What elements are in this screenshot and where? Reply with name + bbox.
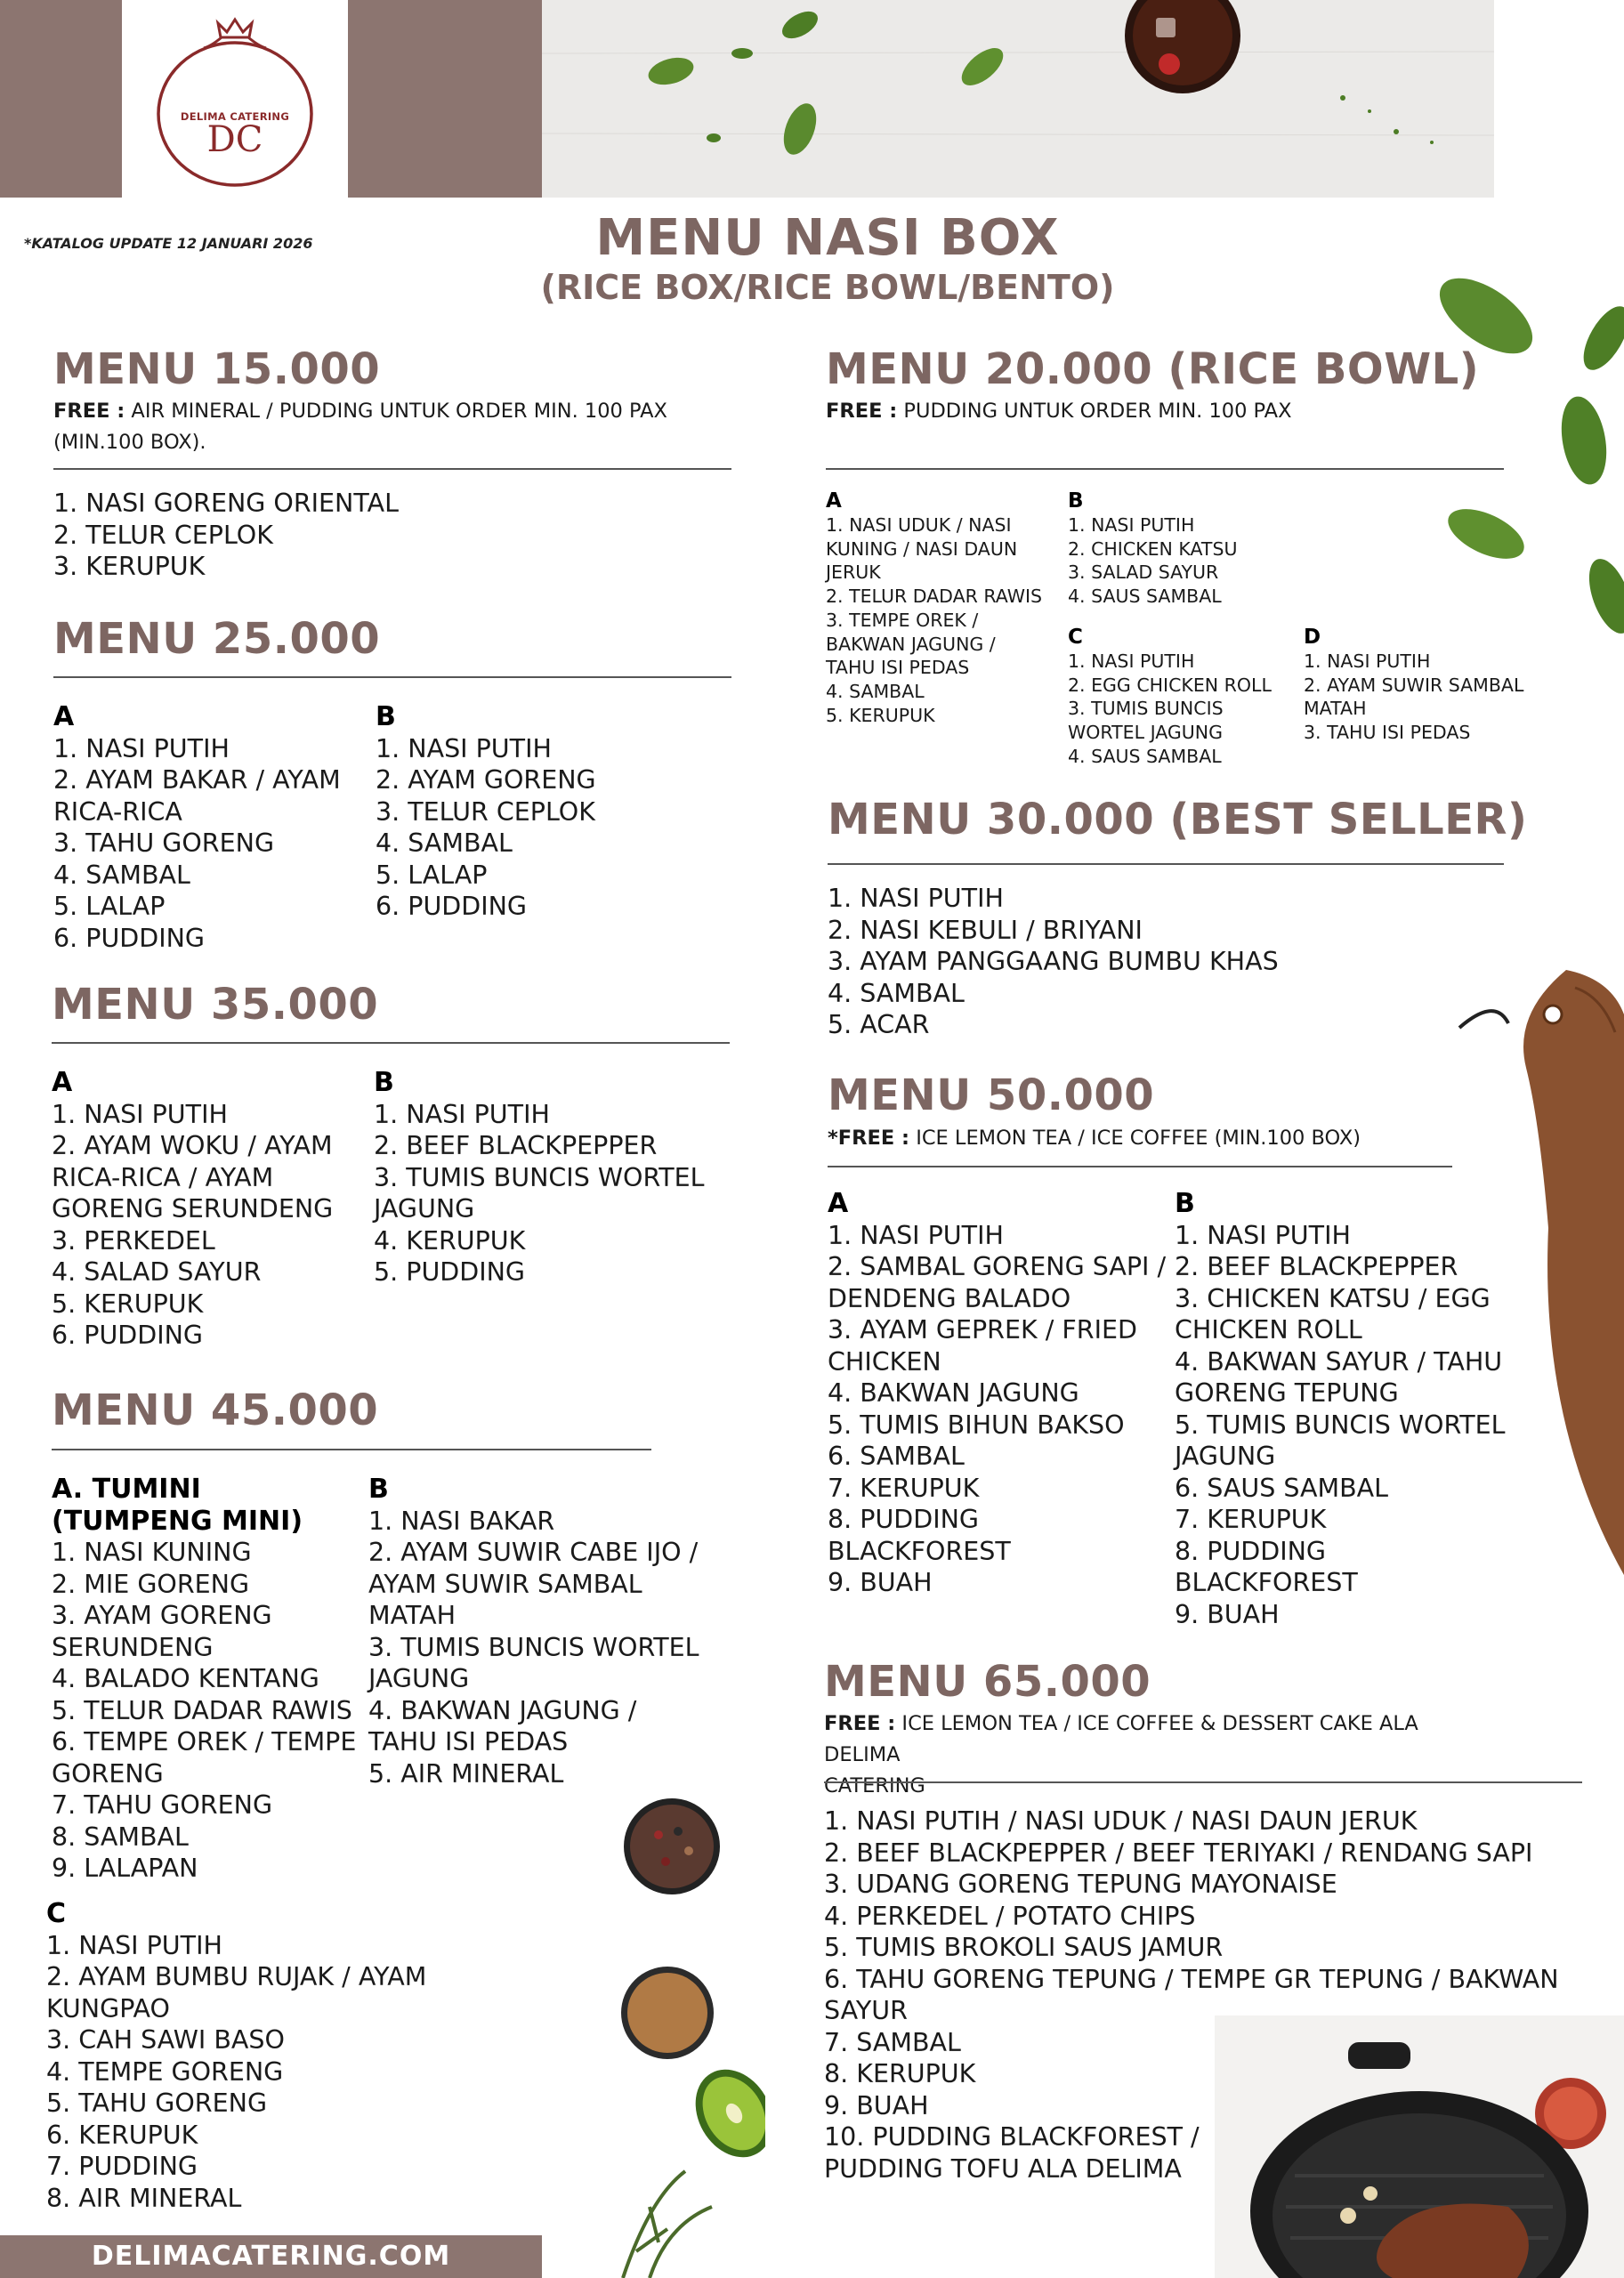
steak-skillet-art bbox=[1215, 2015, 1624, 2278]
list-item: GORENG SERUNDENG bbox=[52, 1194, 334, 1224]
list-item: 1. NASI PUTIH bbox=[828, 1220, 1004, 1250]
list-item: 6. PUDDING bbox=[53, 923, 205, 953]
header-band-left bbox=[0, 0, 122, 198]
list-item: 3. UDANG GORENG TEPUNG MAYONAISE bbox=[824, 1870, 1337, 1899]
option-heading: A bbox=[828, 1188, 849, 1219]
list-item: 4. SAMBAL bbox=[828, 978, 965, 1008]
logo-area bbox=[122, 0, 348, 198]
menu-65-free-text: ICE LEMON TEA / ICE COFFEE & DESSERT CAKE ALA DELIMA bbox=[824, 1712, 1418, 1766]
menu-45-option-b bbox=[368, 1474, 699, 1789]
list-item: 3. TUMIS BUNCIS WORTEL bbox=[374, 1162, 705, 1192]
basil-leaf-icon bbox=[1580, 553, 1624, 639]
list-item: 5. TUMIS BIHUN BAKSO bbox=[828, 1410, 1125, 1440]
option-heading: B bbox=[368, 1474, 389, 1505]
delima-logo bbox=[122, 0, 348, 198]
option-heading: B bbox=[1068, 489, 1084, 513]
list-item: RICA-RICA bbox=[53, 796, 182, 827]
list-item: 3. TELUR CEPLOK bbox=[376, 796, 595, 827]
list-item: 5. PUDDING bbox=[374, 1257, 525, 1287]
list-item: 2. AYAM SUWIR SAMBAL bbox=[1304, 674, 1524, 696]
list-item: MATAH bbox=[368, 1601, 456, 1630]
list-item: 1. NASI UDUK / NASI bbox=[826, 514, 1012, 536]
menu-30-title: MENU 30.000 (BEST SELLER) bbox=[828, 795, 1528, 844]
menu-50-divider bbox=[828, 1166, 1452, 1167]
list-item: 3. TUMIS BUNCIS WORTEL bbox=[368, 1632, 699, 1662]
menu-50-option-b bbox=[1175, 1188, 1506, 1630]
list-item: 1. NASI PUTIH / NASI UDUK / NASI DAUN JERUK bbox=[824, 1806, 1418, 1836]
list-item: 1. NASI PUTIH bbox=[374, 1099, 550, 1129]
list-item: 3. AYAM GEPREK / FRIED bbox=[828, 1315, 1137, 1345]
list-item: BLACKFOREST bbox=[1175, 1568, 1358, 1597]
list-item: 7. KERUPUK bbox=[1175, 1505, 1327, 1534]
menu-50-option-a bbox=[828, 1188, 1166, 1599]
list-item: 1. NASI PUTIH bbox=[1304, 650, 1431, 672]
basil-leaf-icon bbox=[731, 48, 753, 59]
list-item: 9. LALAPAN bbox=[52, 1854, 198, 1883]
menu-20-option-d bbox=[1304, 626, 1523, 745]
list-item: 2. BEEF BLACKPEPPER bbox=[1175, 1252, 1458, 1281]
list-item: 1. NASI PUTIH bbox=[1175, 1220, 1351, 1250]
option-heading: B bbox=[1175, 1188, 1195, 1219]
basil-leaf-icon bbox=[707, 133, 721, 142]
list-item: TAHU ISI PEDAS bbox=[826, 657, 970, 679]
menu-20-option-b bbox=[1068, 489, 1237, 609]
list-item: KUNING / NASI DAUN bbox=[826, 537, 1018, 560]
list-item: 2. AYAM SUWIR CABE IJO / bbox=[368, 1538, 699, 1567]
list-item: 2. TELUR CEPLOK bbox=[53, 520, 273, 550]
list-item: 10. PUDDING BLACKFOREST / bbox=[824, 2122, 1200, 2152]
menu-45-option-a bbox=[52, 1474, 356, 1885]
list-item: 5. ACAR bbox=[828, 1010, 930, 1039]
menu-45-divider bbox=[52, 1449, 651, 1450]
list-item: CHICKEN ROLL bbox=[1175, 1315, 1362, 1345]
menu-15-divider bbox=[53, 468, 731, 470]
option-heading: C bbox=[46, 1898, 67, 1929]
menu-45-option-c bbox=[46, 1898, 426, 2214]
menu-20-option-a bbox=[826, 489, 1042, 727]
list-item: 1. NASI BAKAR bbox=[368, 1506, 555, 1536]
menu-35-option-b bbox=[374, 1067, 705, 1288]
list-item: 4. SAMBAL bbox=[826, 680, 925, 702]
option-heading: A bbox=[52, 1067, 73, 1098]
list-item: 5. AIR MINERAL bbox=[368, 1758, 564, 1789]
list-item: 8. PUDDING bbox=[828, 1505, 979, 1534]
list-item: 7. SAMBAL bbox=[824, 2027, 961, 2057]
header-photo bbox=[542, 0, 1494, 198]
list-item: 5. KERUPUK bbox=[826, 704, 935, 726]
list-item: KUNGPAO bbox=[46, 1993, 170, 2024]
option-heading: (TUMPENG MINI) bbox=[52, 1505, 303, 1537]
list-item: 6. PUDDING bbox=[376, 892, 527, 921]
list-item: 1. NASI PUTIH bbox=[46, 1930, 222, 1960]
list-item: 3. SALAD SAYUR bbox=[1068, 561, 1219, 584]
list-item: 1. NASI PUTIH bbox=[376, 733, 552, 763]
list-item: BAKWAN JAGUNG / bbox=[826, 633, 996, 655]
footer-website: DELIMACATERING.COM bbox=[91, 2241, 451, 2272]
list-item: TAHU ISI PEDAS bbox=[368, 1727, 569, 1757]
list-item: 4. KERUPUK bbox=[374, 1225, 526, 1256]
list-item: 4. SAMBAL bbox=[53, 860, 190, 890]
list-item: 1. NASI PUTIH bbox=[53, 733, 230, 763]
list-item: 4. SAUS SAMBAL bbox=[1068, 586, 1222, 608]
list-item: 4. BAKWAN JAGUNG bbox=[828, 1378, 1079, 1408]
list-item: 5. TUMIS BUNCIS WORTEL bbox=[1175, 1410, 1506, 1440]
list-item: 1. NASI GORENG ORIENTAL bbox=[53, 489, 399, 518]
list-item: JAGUNG bbox=[368, 1664, 470, 1693]
menu-65-divider bbox=[824, 1781, 1582, 1783]
menu-50-free-label: *FREE : bbox=[828, 1127, 910, 1150]
list-item: BLACKFOREST bbox=[828, 1536, 1011, 1566]
menu-20-free-label: FREE : bbox=[826, 400, 898, 423]
list-item: 6. SAMBAL bbox=[828, 1442, 965, 1471]
menu-65-free-text2: CATERING bbox=[824, 1774, 925, 1797]
menu-65-title: MENU 65.000 bbox=[824, 1657, 1151, 1707]
list-item: 2. SAMBAL GORENG SAPI / bbox=[828, 1252, 1167, 1281]
list-item: CHICKEN bbox=[828, 1346, 941, 1377]
menu-35-option-a bbox=[52, 1067, 333, 1352]
basil-leaf-icon bbox=[1555, 393, 1613, 489]
list-item: GORENG TEPUNG bbox=[1175, 1378, 1399, 1408]
option-heading: A. TUMINI bbox=[52, 1474, 201, 1505]
list-item: JERUK bbox=[826, 561, 881, 584]
option-heading: B bbox=[376, 701, 396, 732]
list-item: 3. TAHU GORENG bbox=[53, 828, 275, 858]
header-photo-art bbox=[542, 0, 1494, 198]
list-item: 4. BAKWAN JAGUNG / bbox=[368, 1695, 637, 1725]
side-leaves-art bbox=[1424, 267, 1624, 641]
menu-30-list bbox=[828, 883, 1279, 1041]
menu-15-free-text2: (MIN.100 BOX). bbox=[53, 431, 206, 454]
list-item: 7. PUDDING bbox=[46, 2152, 198, 2181]
list-item: 2. AYAM BAKAR / AYAM bbox=[53, 765, 341, 795]
option-heading: A bbox=[826, 489, 842, 513]
list-item: 6. KERUPUK bbox=[46, 2120, 198, 2150]
list-item: DENDENG BALADO bbox=[828, 1283, 1071, 1313]
list-item: 3. AYAM GORENG bbox=[52, 1601, 272, 1630]
list-item: 2. BEEF BLACKPEPPER bbox=[374, 1131, 658, 1160]
menu-25-divider bbox=[53, 676, 731, 678]
list-item: 3. CAH SAWI BASO bbox=[46, 2025, 285, 2055]
list-item: 3. TUMIS BUNCIS bbox=[1068, 698, 1224, 720]
list-item: SAYUR bbox=[824, 1996, 908, 2025]
list-item: 1. NASI PUTIH bbox=[1068, 514, 1195, 536]
list-item: 8. AIR MINERAL bbox=[46, 2183, 242, 2213]
list-item: 1. NASI KUNING bbox=[52, 1538, 252, 1567]
list-item: 2. AYAM BUMBU RUJAK / AYAM bbox=[46, 1962, 427, 1991]
list-item: 6. TEMPE OREK / TEMPE bbox=[52, 1727, 357, 1757]
list-item: 5. LALAP bbox=[376, 860, 488, 890]
menu-65-free bbox=[824, 1708, 1500, 1802]
list-item: 3. TAHU ISI PEDAS bbox=[1304, 722, 1471, 744]
spices-art bbox=[614, 1780, 765, 2278]
page-title: MENU NASI BOX bbox=[595, 209, 1060, 267]
catalog-update-note: *KATALOG UPDATE 12 JANUARI 2026 bbox=[24, 235, 313, 252]
list-item: 3. CHICKEN KATSU / EGG bbox=[1175, 1283, 1491, 1313]
menu-25-option-a bbox=[53, 701, 341, 954]
menu-20-divider bbox=[826, 468, 1504, 470]
logo-text: DELIMA CATERING bbox=[180, 110, 290, 123]
list-item: 2. CHICKEN KATSU bbox=[1068, 537, 1238, 560]
list-item: 9. BUAH bbox=[1175, 1599, 1280, 1629]
option-heading: D bbox=[1304, 626, 1321, 649]
list-item: 5. TUMIS BROKOLI SAUS JAMUR bbox=[824, 1933, 1224, 1962]
list-item: 3. PERKEDEL bbox=[52, 1225, 215, 1256]
option-heading: A bbox=[53, 701, 75, 732]
menu-20-title: MENU 20.000 (RICE BOWL) bbox=[826, 344, 1480, 394]
menu-15-free bbox=[53, 396, 730, 458]
list-item: 2. TELUR DADAR RAWIS bbox=[826, 586, 1043, 608]
list-item: 3. TEMPE OREK / bbox=[826, 609, 979, 631]
list-item: 6. SAUS SAMBAL bbox=[1175, 1473, 1389, 1503]
menu-35-divider bbox=[52, 1042, 730, 1044]
list-item: 4. BALADO KENTANG bbox=[52, 1664, 319, 1693]
list-item: 1. NASI PUTIH bbox=[828, 884, 1004, 913]
menu-15-list bbox=[53, 488, 399, 583]
list-item: GORENG bbox=[52, 1758, 164, 1789]
list-item: 8. PUDDING bbox=[1175, 1536, 1326, 1566]
list-item: JAGUNG bbox=[374, 1194, 475, 1224]
list-item: JAGUNG bbox=[1175, 1442, 1276, 1471]
logo-monogram: DC bbox=[206, 119, 263, 160]
list-item: 2. BEEF BLACKPEPPER / BEEF TERIYAKI / RENDANG SAPI bbox=[824, 1838, 1533, 1868]
list-item: 3. AYAM PANGGAANG BUMBU KHAS bbox=[828, 947, 1279, 976]
menu-25-title: MENU 25.000 bbox=[53, 614, 381, 664]
menu-50-free-text: ICE LEMON TEA / ICE COFFEE (MIN.100 BOX) bbox=[909, 1127, 1361, 1150]
list-item: MATAH bbox=[1304, 698, 1367, 720]
list-item: 5. TELUR DADAR RAWIS bbox=[52, 1695, 352, 1725]
basil-leaf-icon bbox=[1574, 299, 1624, 376]
option-heading: B bbox=[374, 1067, 394, 1098]
list-item: 4. TEMPE GORENG bbox=[46, 2056, 284, 2087]
list-item: 6. PUDDING bbox=[52, 1321, 203, 1350]
list-item: AYAM SUWIR SAMBAL bbox=[368, 1569, 642, 1599]
list-item: 4. PERKEDEL / POTATO CHIPS bbox=[824, 1901, 1196, 1931]
list-item: 4. BAKWAN SAYUR / TAHU bbox=[1175, 1346, 1503, 1377]
menu-35-title: MENU 35.000 bbox=[52, 980, 379, 1030]
list-item: 2. MIE GORENG bbox=[52, 1569, 250, 1599]
list-item: SERUNDENG bbox=[52, 1632, 214, 1662]
list-item: 5. LALAP bbox=[53, 892, 166, 921]
list-item: WORTEL JAGUNG bbox=[1068, 722, 1224, 744]
menu-20-option-c bbox=[1068, 626, 1272, 769]
list-item: RICA-RICA / AYAM bbox=[52, 1162, 274, 1192]
list-item: 7. TAHU GORENG bbox=[52, 1790, 273, 1820]
list-item: 3. KERUPUK bbox=[53, 552, 206, 581]
list-item: 8. KERUPUK bbox=[824, 2059, 976, 2088]
list-item: 2. AYAM GORENG bbox=[376, 765, 596, 795]
menu-50-title: MENU 50.000 bbox=[828, 1070, 1155, 1120]
menu-30-divider bbox=[828, 863, 1504, 865]
list-item: 4. SAUS SAMBAL bbox=[1068, 745, 1222, 767]
menu-15-title: MENU 15.000 bbox=[53, 344, 381, 394]
header-band-mid bbox=[348, 0, 542, 198]
list-item: 7. KERUPUK bbox=[828, 1473, 980, 1503]
list-item: 6. TAHU GORENG TEPUNG / TEMPE GR TEPUNG / BAKWAN bbox=[824, 1964, 1559, 1994]
list-item: 4. SAMBAL bbox=[376, 828, 513, 858]
option-heading: C bbox=[1068, 626, 1083, 649]
list-item: 2. AYAM WOKU / AYAM bbox=[52, 1131, 333, 1160]
basil-leaf-icon bbox=[1441, 499, 1531, 570]
list-item: 4. SALAD SAYUR bbox=[52, 1257, 262, 1287]
menu-15-free-text: AIR MINERAL / PUDDING UNTUK ORDER MIN. 100 PAX bbox=[125, 400, 667, 423]
list-item: 9. BUAH bbox=[828, 1568, 933, 1597]
list-item: 9. BUAH bbox=[824, 2090, 929, 2120]
menu-15-free-label: FREE : bbox=[53, 400, 125, 423]
page-subtitle: (RICE BOX/RICE BOWL/BENTO) bbox=[540, 268, 1115, 307]
menu-50-free bbox=[828, 1123, 1504, 1154]
menu-65-free-label: FREE : bbox=[824, 1712, 896, 1735]
list-item: PUDDING TOFU ALA DELIMA bbox=[824, 2153, 1182, 2184]
list-item: 2. EGG CHICKEN ROLL bbox=[1068, 674, 1272, 696]
list-item: 5. TAHU GORENG bbox=[46, 2088, 268, 2118]
menu-45-title: MENU 45.000 bbox=[52, 1385, 379, 1435]
list-item: 8. SAMBAL bbox=[52, 1822, 189, 1852]
list-item: 2. NASI KEBULI / BRIYANI bbox=[828, 915, 1143, 945]
menu-25-option-b bbox=[376, 701, 596, 923]
menu-20-free-text: PUDDING UNTUK ORDER MIN. 100 PAX bbox=[897, 400, 1292, 423]
list-item: 5. KERUPUK bbox=[52, 1288, 204, 1319]
menu-20-free bbox=[826, 396, 1502, 427]
list-item: 1. NASI PUTIH bbox=[1068, 650, 1195, 672]
list-item: 1. NASI PUTIH bbox=[52, 1099, 228, 1129]
